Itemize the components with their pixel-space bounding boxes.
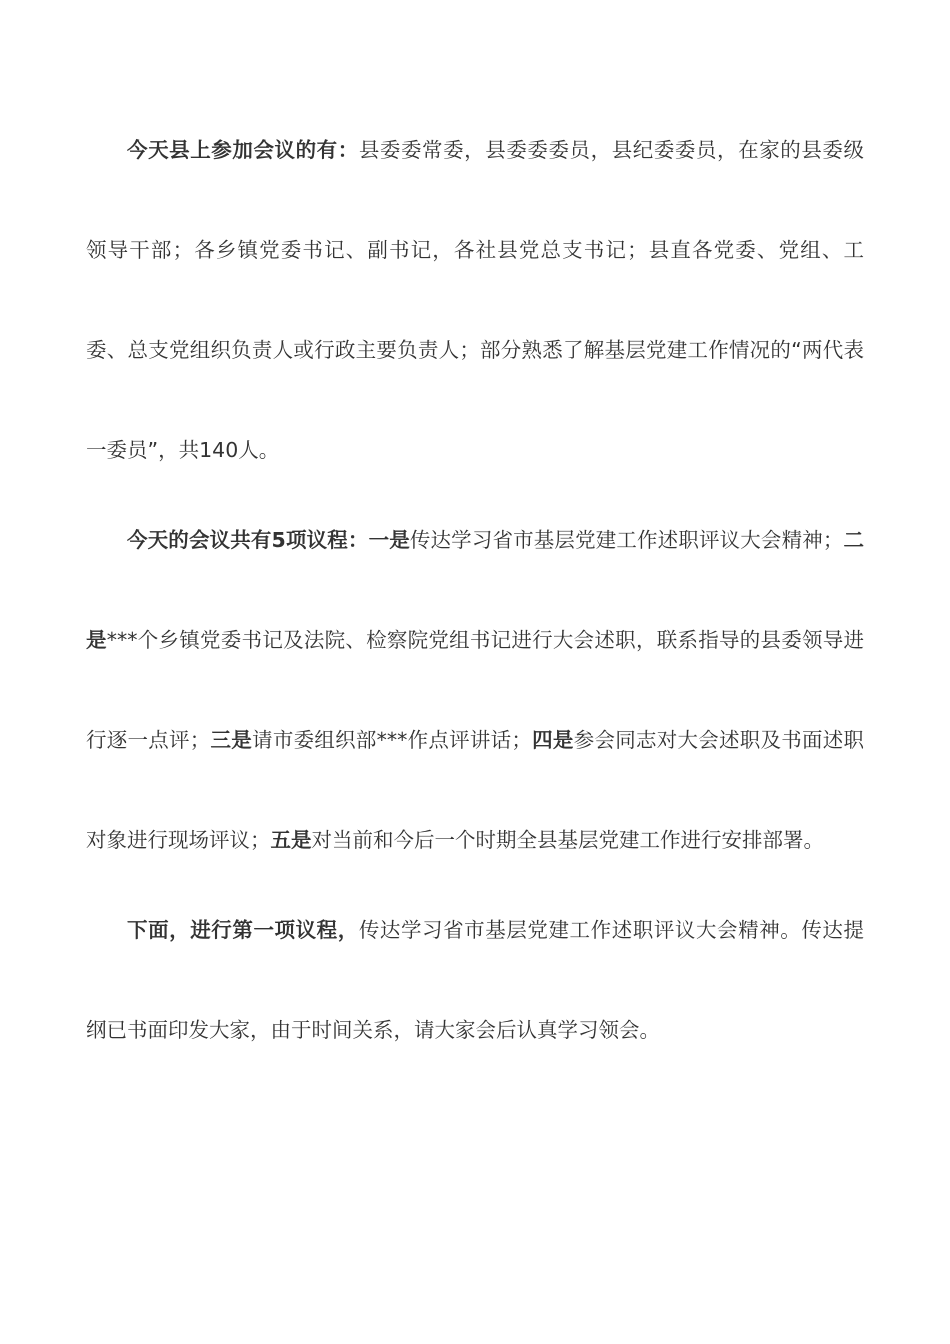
agenda-item-5-label: 五是 (270, 828, 312, 852)
document-body (86, 100, 864, 1080)
agenda-item-5-text: 对当前和今后一个时期全县基层党建工作进行安排部署。 (311, 828, 824, 852)
agenda-item-1-text: 传达学习省市基层党建工作述职评议大会精神； (409, 528, 844, 552)
paragraph-text: 传达学习省市基层党建工作述职评议大会精神。传达提纲已书面印发大家，由于时间关系，请大家会后认真学习领会。 (86, 918, 865, 1042)
paragraph-attendees (86, 100, 864, 500)
agenda-item-2-label: 二是 (86, 528, 865, 652)
agenda-item-3-label: 三是 (210, 728, 253, 752)
paragraph-lead: 今天的会议共有5项议程： (127, 528, 369, 552)
paragraph-text: 县委委常委，县委委委员，县纪委委员，在家的县委级领导干部；各乡镇党委书记、副书记，各社县党总支书记；县直各党委、党组、工委、总支党组织负责人或行政主要负责人；部分熟悉了解基层党建工作情况的“两代表一委员”，共140人。 (86, 138, 865, 462)
agenda-item-4-text: 参会同志对大会述职及书面述职对象进行现场评议； (86, 728, 865, 852)
paragraph-lead: 下面，进行第一项议程， (127, 918, 359, 942)
agenda-item-2-text: ***个乡镇党委书记及法院、检察院党组书记进行大会述职，联系指导的县委领导进行逐一点评； (86, 628, 865, 752)
paragraph-lead: 今天县上参加会议的有： (127, 138, 359, 162)
agenda-item-3-text: 请市委组织部***作点评讲话； (252, 728, 532, 752)
paragraph-agenda (86, 490, 864, 890)
paragraph-first-item (86, 880, 864, 1080)
agenda-item-4-label: 四是 (531, 728, 574, 752)
agenda-item-1-label: 一是 (368, 528, 410, 552)
